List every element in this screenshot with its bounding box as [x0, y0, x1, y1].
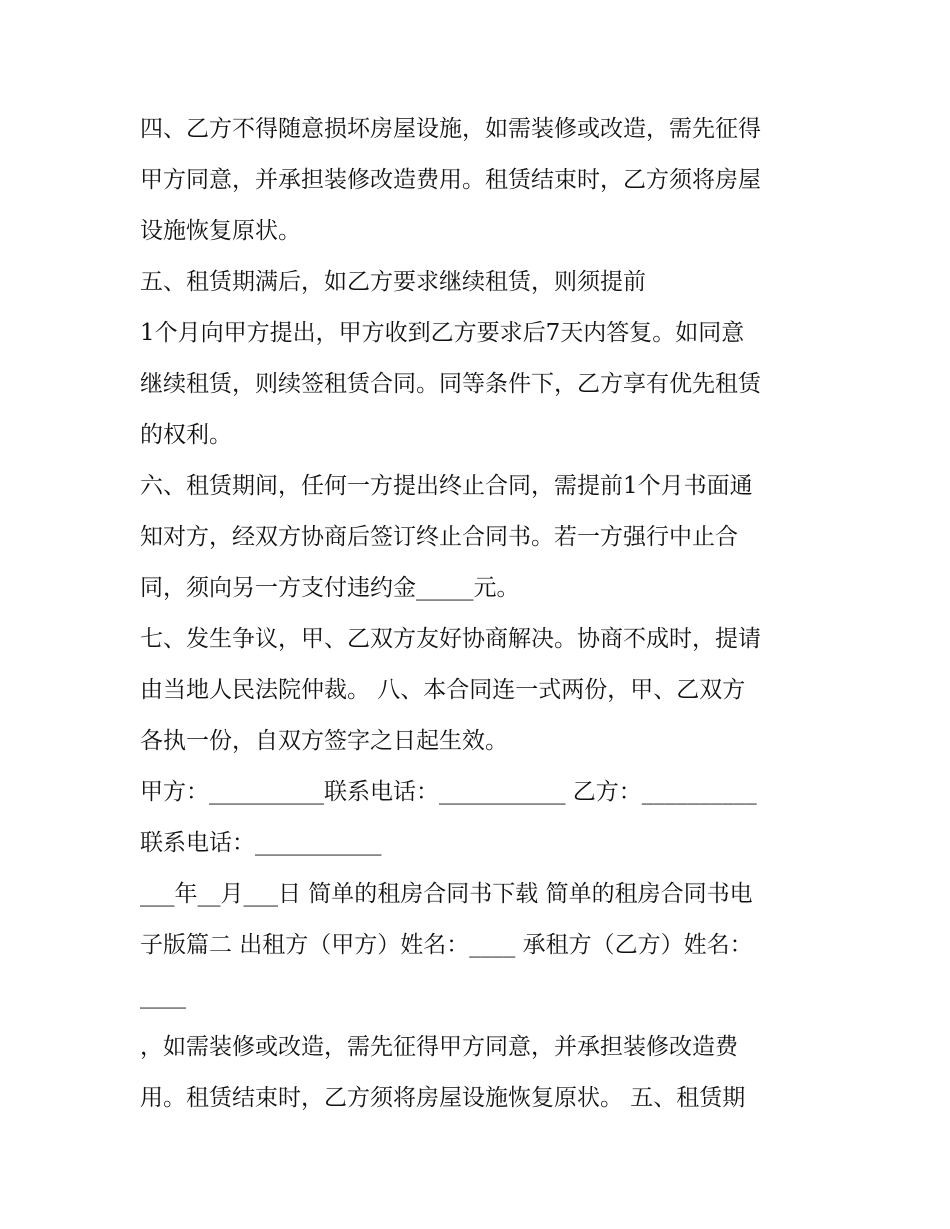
text-line: 的权利。	[140, 422, 232, 448]
text-line: 设施恢复原状。	[140, 218, 301, 244]
text-line: 联系电话：___________	[140, 830, 382, 856]
text-line: ___年__月___日 简单的租房合同书下载 简单的租房合同书电	[140, 881, 753, 907]
text-line: 用。租赁结束时，乙方须将房屋设施恢复原状。 五、租赁期	[140, 1085, 746, 1111]
text-line: 七、发生争议，甲、乙双方友好协商解决。协商不成时，提请	[140, 626, 761, 652]
text-line: 各执一份，自双方签字之日起生效。	[140, 728, 508, 754]
text-line: 知对方，经双方协商后签订终止合同书。若一方强行中止合	[140, 524, 738, 550]
text-line: 六、租赁期间，任何一方提出终止合同，需提前1个月书面通	[140, 473, 753, 499]
text-line: 1个月向甲方提出，甲方收到乙方要求后7天内答复。如同意	[140, 320, 745, 346]
text-line: 由当地人民法院仲裁。 八、本合同连一式两份，甲、乙双方	[140, 677, 746, 703]
text-line: 继续租赁，则续签租赁合同。同等条件下，乙方享有优先租赁	[140, 371, 761, 397]
contract-text	[140, 107, 830, 1127]
text-line: ，如需装修或改造，需先征得甲方同意，并承担装修改造费	[140, 1034, 738, 1060]
text-line: 甲方：__________联系电话：___________ 乙方：__________	[140, 779, 757, 805]
text-line: 甲方同意，并承担装修改造费用。租赁结束时，乙方须将房屋	[140, 167, 761, 193]
text-line: 四、乙方不得随意损坏房屋设施，如需装修或改造，需先征得	[140, 116, 761, 142]
text-line: 五、租赁期满后，如乙方要求继续租赁，则须提前	[140, 269, 646, 295]
text-line: 子版篇二 出租方（甲方）姓名：____ 承租方（乙方）姓名：	[140, 932, 753, 958]
text-line: 同，须向另一方支付违约金_____元。	[140, 575, 520, 601]
text-line: ____	[140, 983, 186, 1009]
